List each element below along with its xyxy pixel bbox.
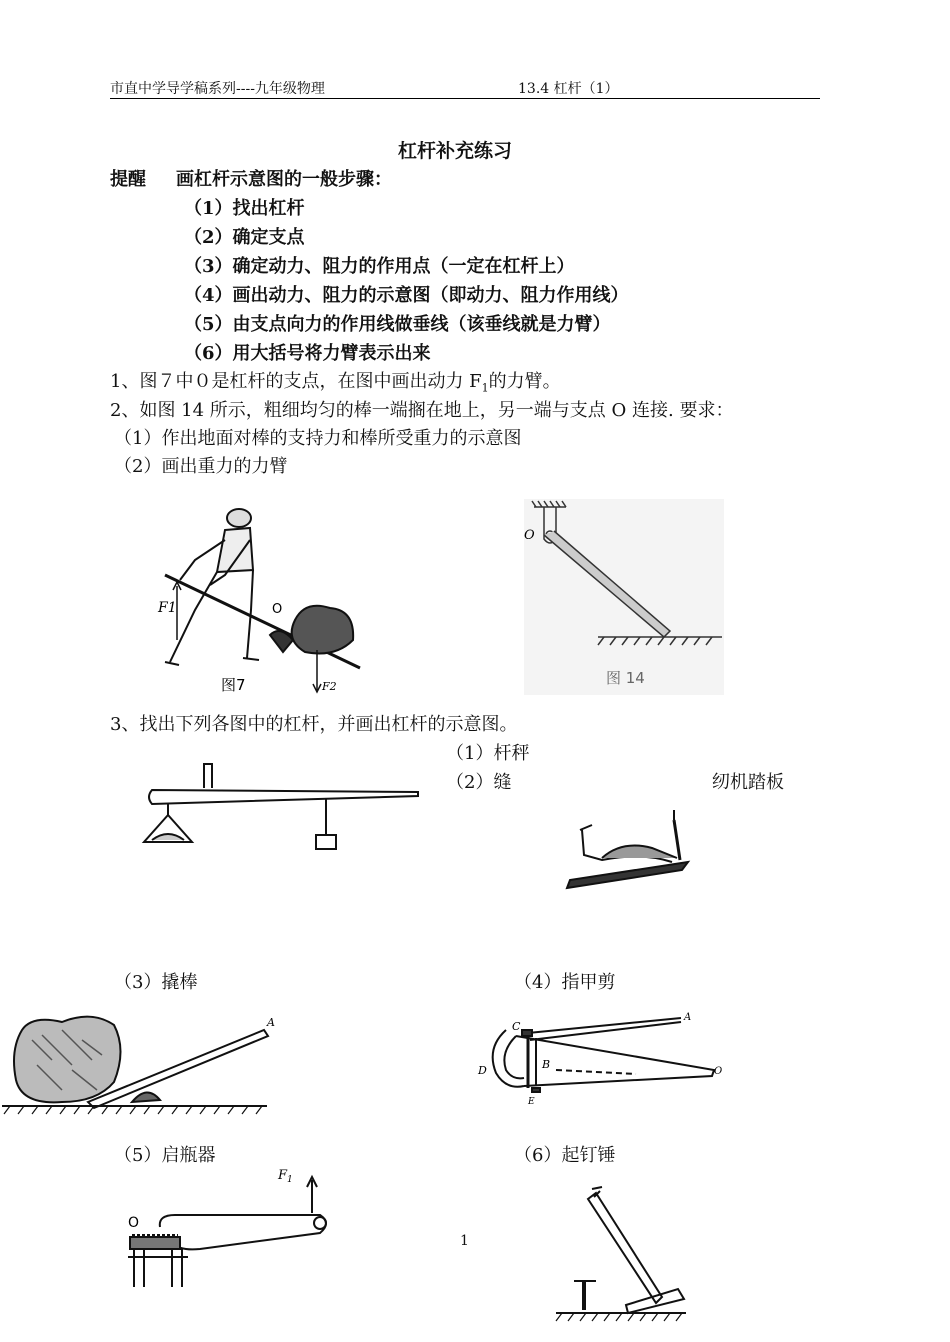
item-4-label: （4）指甲剪 (514, 972, 616, 993)
figure-claw-hammer (556, 1185, 691, 1325)
page-number: 1 (460, 1233, 469, 1249)
reminder-heading: 画杠杆示意图的一般步骤： (176, 169, 392, 190)
opener-f-letter: F (278, 1168, 288, 1183)
question-2: 2、如图 14 所示，粗细均匀的棒一端搁在地上，另一端与支点 O 连接. 要求： (110, 400, 734, 421)
fig7-f1-label: F1 (158, 600, 177, 616)
step-5: （5）由支点向力的作用线做垂线（该垂线就是力臂） (184, 314, 611, 335)
clipper-e-label: E (528, 1097, 535, 1107)
opener-f-label (277, 1168, 293, 1185)
question-1-prefix: 1、图７中０是杠杆的支点，在图中画出动力 F (110, 371, 482, 392)
fig7-o-label: O (272, 602, 283, 617)
question-2-part-2: （2）画出重力的力臂 (114, 456, 288, 477)
fig14-o-label: O (524, 528, 535, 543)
question-1 (110, 367, 561, 395)
header-right: 13.4 杠杆（1） (518, 81, 619, 97)
clipper-o-label: O (714, 1066, 723, 1077)
clipper-d-label: D (478, 1064, 487, 1077)
figure-bottle-opener (120, 1165, 350, 1295)
page-title: 杠杆补充练习 (398, 140, 513, 162)
header-rule (110, 98, 820, 99)
figure-crowbar (2, 1010, 275, 1115)
figure-nail-clipper (476, 1008, 726, 1108)
question-2-part-1: （1）作出地面对棒的支持力和棒所受重力的示意图 (114, 428, 522, 449)
question-1-sub: 1 (481, 381, 489, 395)
fig14-caption: 图 14 (606, 669, 645, 687)
fig7-caption: 图7 (221, 676, 246, 694)
step-3: （3）确定动力、阻力的作用点（一定在杠杆上） (184, 256, 575, 277)
crowbar-a-label: A (267, 1016, 275, 1029)
clipper-b-label: B (542, 1058, 551, 1071)
step-4: （4）画出动力、阻力的示意图（即动力、阻力作用线） (184, 285, 629, 306)
figure-14 (524, 499, 724, 695)
item-3-label: （3）撬棒 (114, 972, 198, 993)
question-3: 3、找出下列各图中的杠杆，并画出杠杆的示意图。 (110, 714, 518, 735)
figure-sewing-pedal (562, 800, 692, 895)
figure-steelyard (138, 760, 428, 855)
step-2: （2）确定支点 (184, 227, 305, 248)
header-left: 市直中学导学稿系列----九年级物理 (110, 81, 325, 97)
step-6: （6）用大括号将力臂表示出来 (184, 343, 431, 364)
item-2-label-b: 纫机踏板 (712, 772, 784, 793)
item-2-label-a: （2）缝 (446, 772, 512, 793)
opener-f-sub: 1 (287, 1175, 293, 1185)
question-1-suffix: 的力臂。 (488, 371, 561, 392)
opener-o-label: O (128, 1215, 140, 1231)
clipper-a-label: A (684, 1012, 692, 1023)
step-1: （1）找出杠杆 (184, 198, 305, 219)
item-1-label: （1）杆秤 (446, 743, 530, 764)
item-5-label: （5）启瓶器 (114, 1145, 216, 1166)
clipper-c-label: C (512, 1020, 521, 1033)
item-6-label: （6）起钉锤 (514, 1145, 616, 1166)
reminder-label: 提醒 (110, 169, 146, 190)
fig7-f2-label: F2 (322, 680, 337, 693)
figure-7 (155, 500, 365, 695)
